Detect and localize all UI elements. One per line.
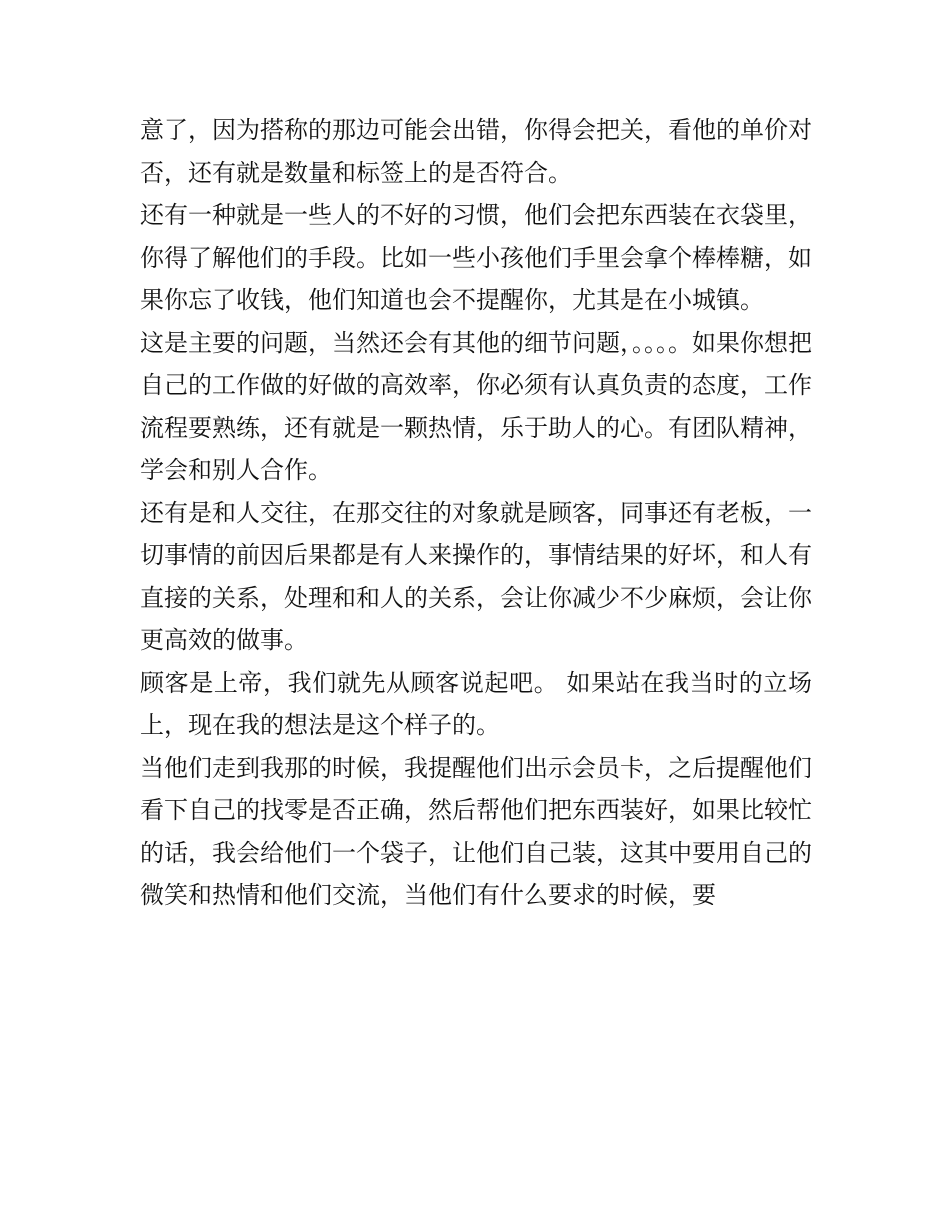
document-body — [140, 109, 812, 917]
paragraph-4: 还有是和人交往，在那交往的对象就是顾客，同事还有老板，一切事情的前因后果都是有人来操作的，事情结果的好坏，和人有直接的关系，处理和和人的关系，会让你减少不少麻烦，会让你更高效的做事。 — [140, 498, 812, 654]
paragraph-2: 还有一种就是一些人的不好的习惯，他们会把东西装在衣袋里，你得了解他们的手段。比如一些小孩他们手里会拿个棒棒糖，如果你忘了收钱，他们知道也会不提醒你，尤其是在小城镇。 — [140, 201, 812, 314]
paragraph-6: 当他们走到我那的时候，我提醒他们出示会员卡，之后提醒他们看下自己的找零是否正确，然后帮他们把东西装好，如果比较忙的话，我会给他们一个袋子，让他们自己装，这其中要用自己的微笑和热情和他们交流，当他们有什么要求的时候，要 — [140, 753, 812, 909]
paragraph-1: 意了，因为搭称的那边可能会出错，你得会把关，看他的单价对否，还有就是数量和标签上的是否符合。 — [140, 116, 812, 187]
paragraph-5: 顾客是上帝，我们就先从顾客说起吧。 如果站在我当时的立场上，现在我的想法是这个样子的。 — [140, 668, 812, 739]
paragraph-3: 这是主要的问题，当然还会有其他的细节问题，。。。。如果你想把自己的工作做的好做的高效率，你必须有认真负责的态度，工作流程要熟练，还有就是一颗热情，乐于助人的心。有团队精神，学会和别人合作。 — [140, 328, 812, 484]
